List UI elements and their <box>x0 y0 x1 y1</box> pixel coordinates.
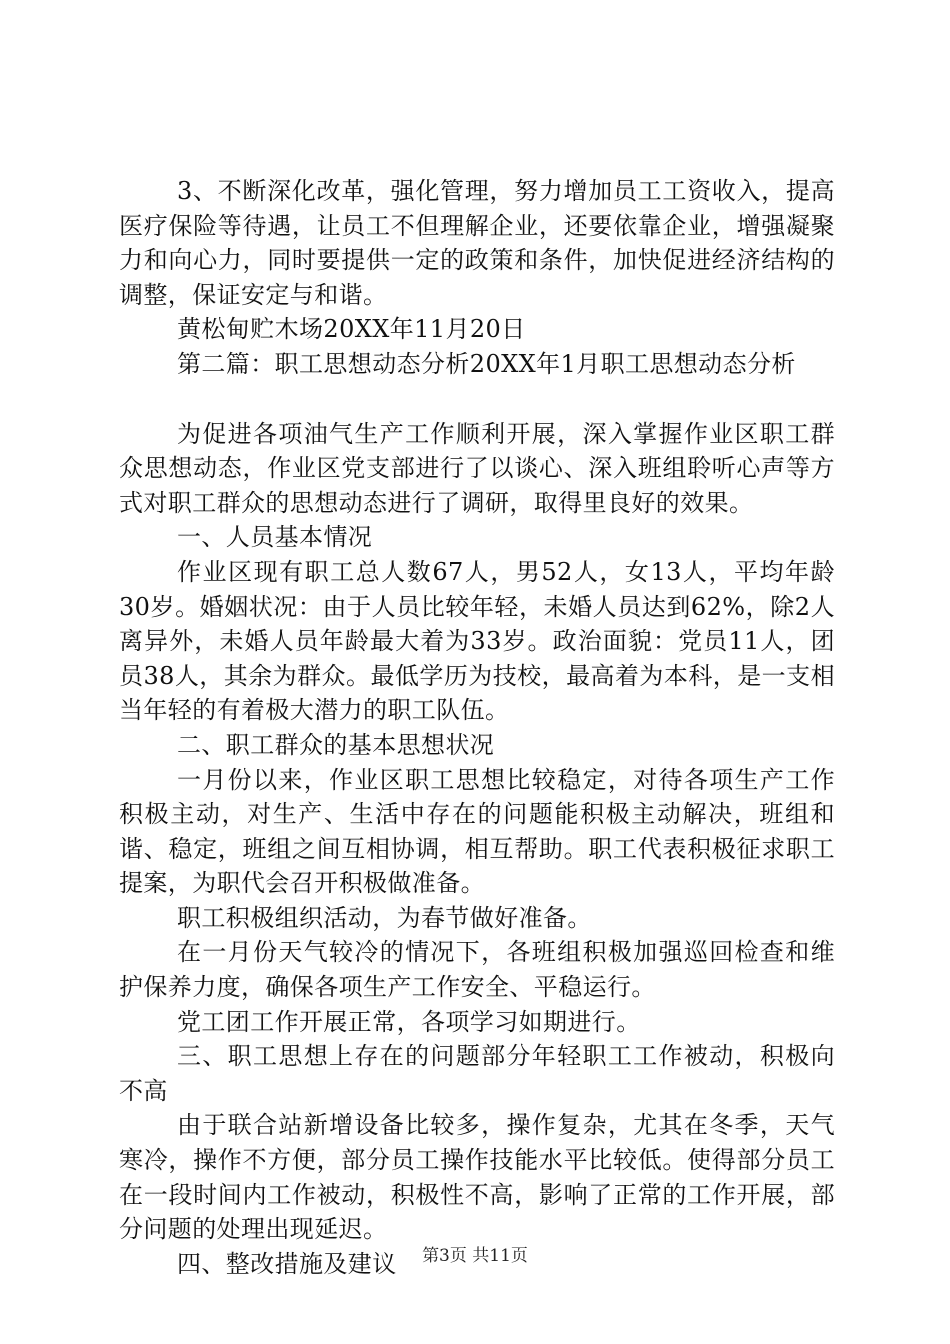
heading-measures: 四、整改措施及建议 <box>177 1249 397 1278</box>
paragraph-activities: 职工积极组织活动，为春节做好准备。 <box>177 903 592 932</box>
signature-date-line: 黄松甸贮木场20XX年11月20日 <box>177 315 526 344</box>
section-title-part-two: 第二篇：职工思想动态分析20XX年1月职工思想动态分析 <box>177 349 796 378</box>
document-body <box>119 174 835 1281</box>
paragraph-staff-basics: 作业区现有职工总人数67人，男52人，女13人，平均年龄30岁。婚姻状况：由于人员比较年轻，未婚人员达到62%，除2人离异外，未婚人员年龄最大着为33岁。政治面貌：党员11人，团员38人，其余为群众。最低学历为技校，最高着为本科，是一支相当年轻的有着极大潜力的职工队伍。 <box>119 557 835 725</box>
paragraph-party-work: 党工团工作开展正常，各项学习如期进行。 <box>177 1007 641 1036</box>
page-footer: 第3页 共11页 <box>422 1246 528 1266</box>
paragraph-inspection: 在一月份天气较冷的情况下，各班组积极加强巡回检查和维护保养力度，确保各项生产工作安全、平稳运行。 <box>119 938 835 1002</box>
paragraph-intro: 为促进各项油气生产工作顺利开展，深入掌握作业区职工群众思想动态，作业区党支部进行了以谈心、深入班组聆听心声等方式对职工群众的思想动态进行了调研，取得里良好的效果。 <box>119 419 835 517</box>
paragraph-basic-thinking: 一月份以来，作业区职工思想比较稳定，对待各项生产工作积极主动，对生产、生活中存在的问题能积极主动解决，班组和谐、稳定，班组之间互相协调，相互帮助。职工代表积极征求职工提案，为职代会召开积极做准备。 <box>119 765 835 898</box>
heading-problems: 三、职工思想上存在的问题部分年轻职工工作被动，积极向不高 <box>119 1042 835 1105</box>
paragraph-measure-3: 3、不断深化改革，强化管理，努力增加员工工资收入，提高医疗保险等待遇，让员工不但理解企业，还要依靠企业，增强凝聚力和向心力，同时要提供一定的政策和条件，加快促进经济结构的调整，保证安定与和谐。 <box>119 177 835 309</box>
heading-staff-basics: 一、人员基本情况 <box>177 523 373 552</box>
paragraph-problems: 由于联合站新增设备比较多，操作复杂，尤其在冬季，天气寒冷，操作不方便，部分员工操作技能水平比较低。使得部分员工在一段时间内工作被动，积极性不高，影响了正常的工作开展，部分问题的处理出现延迟。 <box>119 1111 835 1244</box>
heading-basic-thinking: 二、职工群众的基本思想状况 <box>177 730 495 759</box>
